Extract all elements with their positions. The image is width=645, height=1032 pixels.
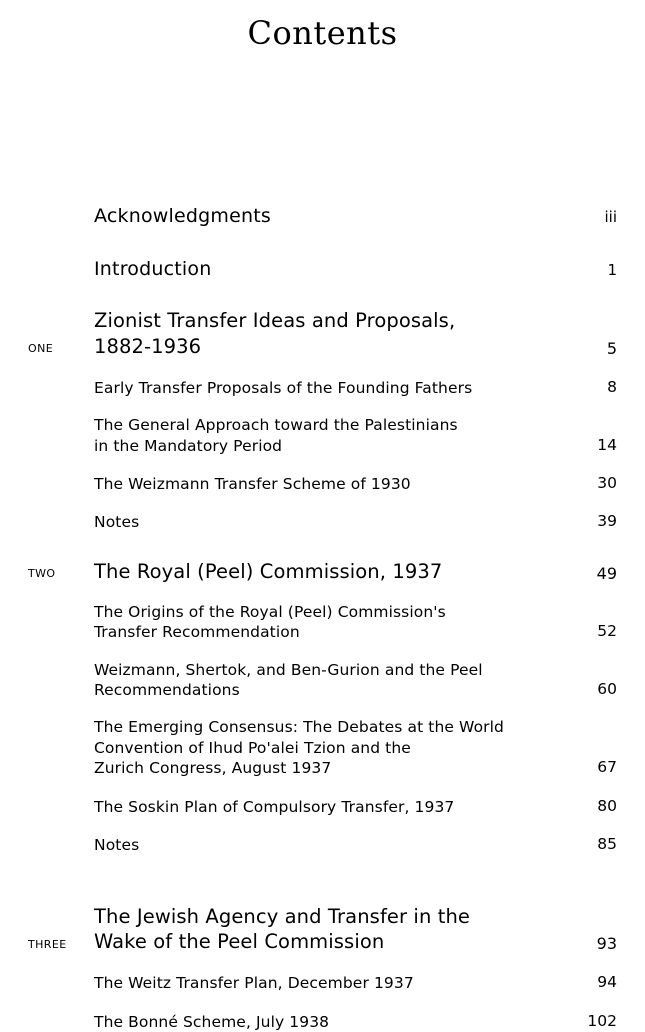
toc-section-notes[interactable] bbox=[28, 834, 617, 855]
toc-section[interactable] bbox=[28, 377, 617, 398]
toc-page-number: 85 bbox=[597, 835, 617, 854]
toc-label bbox=[28, 531, 94, 533]
toc-chapter-title-line: Zionist Transfer Ideas and Proposals, bbox=[94, 309, 456, 333]
toc-entry-acknowledgments[interactable] bbox=[28, 204, 617, 229]
toc-chapter-title-line: 1882-1936 bbox=[94, 334, 202, 358]
toc-section[interactable] bbox=[28, 473, 617, 494]
toc-section-notes[interactable] bbox=[28, 511, 617, 532]
toc-chapter-label: one bbox=[28, 338, 54, 357]
toc-page-number: 39 bbox=[597, 512, 617, 531]
toc-chapter-label: two bbox=[28, 563, 56, 582]
toc-section-title-line: Notes bbox=[94, 513, 140, 532]
toc-title: Acknowledgments bbox=[94, 205, 271, 227]
toc-label bbox=[28, 815, 94, 817]
spacer bbox=[28, 856, 617, 878]
toc-label bbox=[28, 641, 94, 643]
toc-section[interactable] bbox=[28, 717, 617, 778]
toc-section[interactable] bbox=[28, 660, 617, 701]
toc-section-title-line: The Soskin Plan of Compulsory Transfer, 1937 bbox=[94, 797, 455, 816]
toc-chapter-title bbox=[94, 904, 557, 955]
toc-page-number: 14 bbox=[597, 435, 617, 454]
toc-chapter-two[interactable] bbox=[28, 559, 617, 585]
toc-section-title-line: Notes bbox=[94, 836, 140, 855]
toc-page-number: 93 bbox=[596, 934, 617, 954]
toc-section-title-line: The Weizmann Transfer Scheme of 1930 bbox=[94, 474, 411, 493]
toc-label bbox=[28, 454, 94, 456]
toc-section-title-line: Early Transfer Proposals of the Founding Fathers bbox=[94, 378, 473, 397]
toc-page-number: iii bbox=[604, 208, 617, 227]
toc-section-title bbox=[94, 973, 557, 993]
toc-chapter-title-line: The Royal (Peel) Commission, 1937 bbox=[94, 559, 443, 583]
toc-section-title bbox=[94, 660, 557, 701]
toc-label bbox=[28, 698, 94, 700]
toc-section-title bbox=[94, 1012, 557, 1032]
toc-section-title bbox=[94, 415, 557, 456]
toc-page-number bbox=[557, 338, 617, 360]
toc-page-number: 67 bbox=[597, 758, 617, 777]
toc-section-title bbox=[94, 512, 557, 532]
toc-chapter-title bbox=[94, 308, 557, 359]
toc-section-title-line: Transfer Recommendation bbox=[94, 623, 300, 642]
toc-page-number: 52 bbox=[597, 622, 617, 641]
toc-label bbox=[28, 280, 94, 282]
toc-section-title bbox=[94, 717, 557, 778]
toc-section-title-line: Recommendations bbox=[94, 680, 240, 699]
toc-label bbox=[28, 396, 94, 398]
toc-section-title bbox=[94, 797, 557, 817]
toc-section[interactable] bbox=[28, 796, 617, 817]
toc-page-number: 30 bbox=[597, 473, 617, 492]
toc-section-title-line: The General Approach toward the Palestinians bbox=[94, 416, 458, 435]
toc-chapter-one[interactable] bbox=[28, 308, 617, 359]
toc-label bbox=[28, 777, 94, 779]
toc-page-number: 60 bbox=[597, 679, 617, 698]
toc-page-number: 49 bbox=[596, 563, 617, 583]
toc-label bbox=[28, 227, 94, 229]
toc-page-number: 1 bbox=[607, 261, 617, 280]
toc-page-number: 94 bbox=[597, 973, 617, 992]
toc-section-title-line: in the Mandatory Period bbox=[94, 436, 283, 455]
toc-page-number: 80 bbox=[597, 796, 617, 815]
toc-entry-introduction[interactable] bbox=[28, 257, 617, 282]
toc-section[interactable] bbox=[28, 972, 617, 993]
table-of-contents bbox=[28, 204, 617, 1032]
toc-section-title-line: The Weitz Transfer Plan, December 1937 bbox=[94, 974, 414, 993]
toc-section-title-line: The Emerging Consensus: The Debates at the World bbox=[94, 718, 504, 737]
toc-chapter-label: three bbox=[28, 933, 67, 952]
toc-section[interactable] bbox=[28, 415, 617, 456]
toc-title: Introduction bbox=[94, 258, 212, 281]
toc-section-title-line: The Bonné Scheme, July 1938 bbox=[94, 1012, 330, 1031]
page-value: 5 bbox=[606, 338, 617, 358]
toc-section[interactable] bbox=[28, 602, 617, 643]
page-title: Contents bbox=[247, 14, 398, 52]
toc-label bbox=[28, 492, 94, 494]
toc-label bbox=[28, 992, 94, 994]
toc-section-title-line: Zurich Congress, August 1937 bbox=[94, 759, 332, 778]
toc-section-title bbox=[94, 378, 557, 398]
toc-section[interactable] bbox=[28, 1011, 617, 1032]
toc-label bbox=[28, 854, 94, 856]
toc-chapter-title-line: Wake of the Peel Commission bbox=[94, 930, 385, 954]
toc-section-title bbox=[94, 474, 557, 494]
toc-section-title-line: Convention of Ihud Po'alei Tzion and the bbox=[94, 738, 411, 757]
toc-chapter-title-line: The Jewish Agency and Transfer in the bbox=[94, 904, 470, 928]
toc-section-title-line: The Origins of the Royal (Peel) Commission's bbox=[94, 602, 446, 621]
toc-section-title bbox=[94, 835, 557, 855]
toc-page-number: 8 bbox=[607, 377, 617, 396]
toc-section-title bbox=[94, 602, 557, 643]
toc-section-title-line: Weizmann, Shertok, and Ben-Gurion and the Peel bbox=[94, 660, 483, 679]
toc-chapter-three[interactable] bbox=[28, 904, 617, 955]
toc-chapter-title bbox=[94, 559, 557, 585]
toc-page-number: 102 bbox=[587, 1011, 617, 1030]
